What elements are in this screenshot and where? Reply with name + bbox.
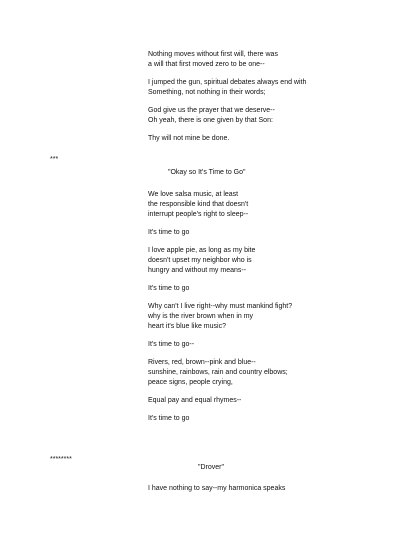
poem-line: God give us the prayer that we deserve-- (148, 107, 275, 114)
poem-line: It's time to go-- (148, 341, 195, 348)
poem-line: I love apple pie, as long as my bite (148, 247, 256, 254)
poem-line: I have nothing to say--my harmonica speaks (148, 485, 286, 492)
poem-drover (148, 484, 398, 502)
poem-line: a will that first moved zero to be one-- (148, 61, 265, 68)
poem-line: It's time to go (148, 229, 190, 236)
poem-line: Why can't I live right--why must mankind fight? (148, 303, 293, 310)
poem-line: Equal pay and equal rhymes-- (148, 397, 242, 404)
poem-line: Oh yeah, there is one given by that Son: (148, 117, 273, 124)
poem-okay-so-its-time-to-go (148, 190, 398, 432)
stanza (148, 284, 398, 294)
stanza (148, 190, 398, 220)
poem-line: hungry and without my means-- (148, 267, 247, 274)
stanza (148, 484, 398, 494)
stanza (148, 396, 398, 406)
poem-line: It's time to go (148, 415, 190, 422)
poem-line: doesn't upset my neighbor who is (148, 257, 252, 264)
poem-line: Something, not nothing in their words; (148, 89, 266, 96)
poem-line: why is the river brown when in my (148, 313, 254, 320)
stanza (148, 302, 398, 332)
poem-line: Nothing moves without first will, there was (148, 51, 278, 58)
poem-untitled (148, 50, 398, 152)
poem-line: It's time to go (148, 285, 190, 292)
poem-line: We love salsa music, at least (148, 191, 239, 198)
stanza (148, 228, 398, 238)
stanza (148, 106, 398, 126)
poem-line: interrupt people's right to sleep-- (148, 211, 249, 218)
poem-title-okay-so-its-time-to-go: "Okay so It's Time to Go" (168, 169, 246, 176)
stanza (148, 134, 398, 144)
poem-line: I jumped the gun, spiritual debates always end with (148, 79, 307, 86)
section-separator-1: *** (50, 156, 59, 163)
poem-line: heart it's blue like music? (148, 323, 226, 330)
stanza (148, 358, 398, 388)
poem-line: the responsible kind that doesn't (148, 201, 249, 208)
stanza (148, 340, 398, 350)
stanza (148, 246, 398, 276)
poem-title-drover: "Drover" (198, 464, 224, 471)
section-separator-2: ******** (50, 456, 72, 463)
poem-line: Thy will not mine be done. (148, 135, 230, 142)
stanza (148, 414, 398, 424)
poem-line: sunshine, rainbows, rain and country elbows; (148, 369, 288, 376)
poem-line: Rivers, red, brown--pink and blue-- (148, 359, 256, 366)
stanza (148, 50, 398, 70)
stanza (148, 78, 398, 98)
poem-line: peace signs, people crying, (148, 379, 233, 386)
